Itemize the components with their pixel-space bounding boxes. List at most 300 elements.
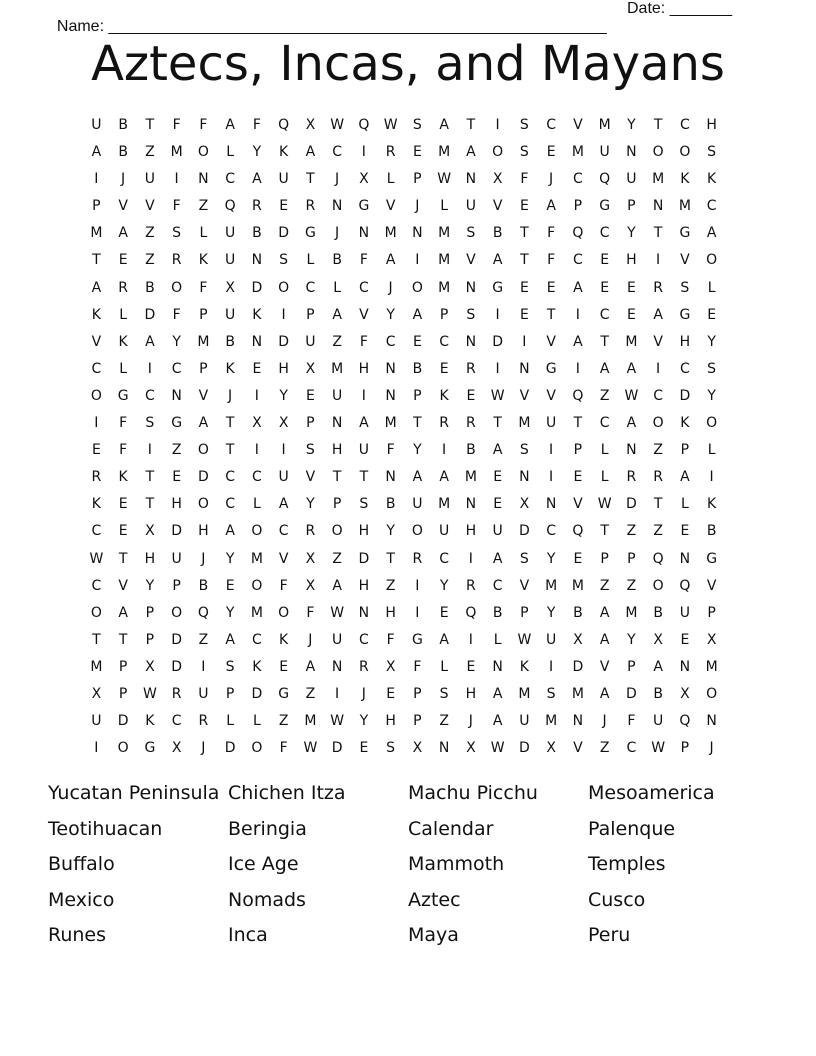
- grid-letter[interactable]: F: [359, 252, 368, 269]
- grid-letter[interactable]: W: [330, 604, 345, 621]
- grid-letter[interactable]: U: [439, 523, 450, 540]
- grid-letter[interactable]: V: [492, 198, 503, 215]
- grid-letter[interactable]: P: [199, 306, 208, 323]
- grid-letter[interactable]: O: [197, 144, 209, 161]
- grid-letter[interactable]: V: [91, 333, 102, 350]
- grid-letter[interactable]: I: [468, 550, 473, 567]
- grid-letter[interactable]: A: [225, 523, 235, 540]
- grid-letter[interactable]: F: [386, 442, 395, 459]
- grid-letter[interactable]: U: [653, 713, 664, 730]
- grid-letter[interactable]: N: [519, 360, 530, 377]
- grid-letter[interactable]: I: [549, 469, 554, 486]
- grid-letter[interactable]: X: [305, 117, 316, 133]
- grid-letter[interactable]: R: [466, 415, 476, 432]
- grid-letter[interactable]: F: [119, 415, 128, 432]
- grid-letter[interactable]: H: [358, 360, 370, 377]
- grid-letter[interactable]: T: [520, 225, 529, 242]
- grid-letter[interactable]: I: [495, 360, 500, 377]
- grid-letter[interactable]: J: [121, 171, 126, 188]
- grid-letter[interactable]: A: [492, 685, 503, 702]
- grid-letter[interactable]: U: [679, 604, 690, 621]
- grid-letter[interactable]: D: [117, 713, 129, 730]
- grid-letter[interactable]: I: [147, 360, 152, 377]
- grid-letter[interactable]: O: [171, 604, 183, 621]
- grid-letter[interactable]: F: [199, 117, 208, 133]
- grid-letter[interactable]: F: [306, 604, 315, 621]
- grid-letter[interactable]: I: [549, 442, 554, 459]
- grid-letter[interactable]: T: [600, 523, 609, 540]
- grid-letter[interactable]: B: [145, 279, 155, 296]
- grid-letter[interactable]: X: [573, 631, 583, 648]
- grid-letter[interactable]: B: [492, 225, 503, 242]
- grid-letter[interactable]: U: [599, 144, 610, 161]
- grid-letter[interactable]: X: [252, 415, 262, 432]
- grid-letter[interactable]: M: [518, 685, 531, 702]
- grid-letter[interactable]: B: [412, 360, 423, 377]
- grid-letter[interactable]: C: [332, 144, 343, 161]
- grid-letter[interactable]: Y: [252, 144, 262, 161]
- grid-letter[interactable]: W: [330, 713, 345, 730]
- grid-letter[interactable]: J: [415, 198, 420, 215]
- grid-letter[interactable]: V: [519, 577, 530, 594]
- grid-letter[interactable]: A: [278, 496, 289, 513]
- grid-letter[interactable]: Y: [627, 117, 636, 133]
- grid-letter[interactable]: A: [118, 225, 128, 242]
- grid-letter[interactable]: E: [386, 685, 396, 702]
- grid-letter[interactable]: C: [91, 523, 102, 540]
- grid-letter[interactable]: I: [361, 144, 366, 161]
- grid-letter[interactable]: U: [278, 469, 289, 486]
- grid-letter[interactable]: L: [440, 658, 449, 675]
- grid-letter[interactable]: K: [252, 658, 262, 675]
- grid-letter[interactable]: R: [91, 469, 102, 486]
- grid-letter[interactable]: M: [304, 713, 317, 730]
- grid-letter[interactable]: E: [412, 144, 422, 161]
- grid-letter[interactable]: V: [706, 577, 717, 594]
- grid-letter[interactable]: Z: [332, 550, 342, 567]
- grid-letter[interactable]: E: [225, 577, 235, 594]
- grid-letter[interactable]: H: [171, 496, 182, 513]
- grid-letter[interactable]: D: [251, 685, 263, 702]
- grid-letter[interactable]: P: [118, 658, 128, 675]
- grid-letter[interactable]: N: [198, 171, 209, 188]
- grid-letter[interactable]: I: [575, 306, 580, 323]
- grid-letter[interactable]: X: [305, 577, 316, 594]
- grid-letter[interactable]: M: [438, 144, 451, 161]
- grid-letter[interactable]: X: [412, 740, 423, 757]
- grid-letter[interactable]: A: [412, 306, 423, 323]
- grid-letter[interactable]: W: [624, 387, 639, 404]
- grid-letter[interactable]: T: [332, 469, 342, 486]
- grid-letter[interactable]: E: [519, 306, 529, 323]
- grid-letter[interactable]: O: [492, 144, 504, 161]
- grid-letter[interactable]: V: [573, 496, 583, 513]
- grid-letter[interactable]: X: [492, 171, 503, 188]
- grid-letter[interactable]: U: [412, 496, 423, 513]
- grid-letter[interactable]: V: [198, 387, 209, 404]
- grid-letter[interactable]: E: [118, 496, 128, 513]
- grid-letter[interactable]: I: [468, 631, 473, 648]
- grid-letter[interactable]: L: [226, 144, 235, 161]
- grid-letter[interactable]: X: [653, 631, 663, 648]
- grid-letter[interactable]: E: [118, 523, 128, 540]
- grid-letter[interactable]: I: [415, 604, 420, 621]
- grid-letter[interactable]: E: [680, 631, 690, 648]
- grid-letter[interactable]: C: [385, 333, 396, 350]
- grid-letter[interactable]: Z: [385, 577, 396, 594]
- grid-letter[interactable]: J: [201, 740, 206, 757]
- grid-letter[interactable]: V: [599, 658, 610, 675]
- grid-letter[interactable]: U: [465, 198, 476, 215]
- grid-letter[interactable]: T: [145, 469, 155, 486]
- grid-letter[interactable]: P: [413, 387, 422, 404]
- grid-letter[interactable]: Y: [386, 523, 395, 540]
- grid-letter[interactable]: C: [91, 577, 102, 594]
- grid-letter[interactable]: M: [90, 225, 103, 242]
- grid-letter[interactable]: E: [91, 442, 101, 459]
- grid-letter[interactable]: F: [547, 225, 556, 242]
- grid-letter[interactable]: R: [252, 198, 262, 215]
- grid-letter[interactable]: E: [118, 252, 128, 269]
- grid-letter[interactable]: K: [91, 496, 101, 513]
- grid-letter[interactable]: A: [118, 604, 128, 621]
- grid-letter[interactable]: F: [172, 117, 181, 133]
- grid-letter[interactable]: B: [118, 144, 128, 161]
- grid-letter[interactable]: X: [305, 550, 316, 567]
- grid-letter[interactable]: Y: [546, 604, 556, 621]
- grid-letter[interactable]: C: [679, 360, 690, 377]
- grid-letter[interactable]: L: [119, 360, 128, 377]
- grid-letter[interactable]: N: [465, 171, 477, 188]
- grid-letter[interactable]: B: [118, 117, 128, 133]
- grid-letter[interactable]: A: [492, 550, 503, 567]
- grid-letter[interactable]: M: [678, 198, 691, 215]
- grid-letter[interactable]: I: [656, 252, 661, 269]
- grid-letter[interactable]: V: [466, 252, 476, 269]
- grid-letter[interactable]: R: [466, 360, 476, 377]
- grid-letter[interactable]: N: [358, 225, 370, 242]
- grid-letter[interactable]: E: [626, 279, 636, 296]
- grid-letter[interactable]: D: [171, 631, 183, 648]
- grid-letter[interactable]: N: [358, 604, 370, 621]
- grid-letter[interactable]: C: [225, 496, 236, 513]
- grid-letter[interactable]: L: [199, 225, 208, 242]
- grid-letter[interactable]: O: [652, 415, 664, 432]
- grid-letter[interactable]: P: [145, 604, 155, 621]
- grid-letter[interactable]: N: [465, 279, 477, 296]
- grid-letter[interactable]: S: [546, 685, 556, 702]
- grid-letter[interactable]: X: [546, 740, 556, 757]
- grid-letter[interactable]: J: [361, 685, 366, 702]
- grid-letter[interactable]: Q: [278, 117, 290, 133]
- grid-letter[interactable]: N: [251, 333, 263, 350]
- grid-letter[interactable]: X: [305, 360, 316, 377]
- grid-letter[interactable]: I: [442, 442, 447, 459]
- grid-letter[interactable]: D: [171, 523, 183, 540]
- grid-letter[interactable]: L: [226, 713, 235, 730]
- grid-letter[interactable]: M: [197, 333, 210, 350]
- grid-letter[interactable]: D: [197, 469, 209, 486]
- grid-letter[interactable]: F: [252, 117, 261, 133]
- grid-letter[interactable]: A: [439, 631, 449, 648]
- grid-letter[interactable]: Y: [359, 713, 369, 730]
- grid-letter[interactable]: H: [331, 442, 343, 459]
- grid-letter[interactable]: S: [386, 740, 396, 757]
- grid-letter[interactable]: A: [385, 252, 396, 269]
- grid-letter[interactable]: C: [225, 469, 236, 486]
- grid-letter[interactable]: W: [490, 387, 505, 404]
- grid-letter[interactable]: L: [493, 631, 502, 648]
- grid-letter[interactable]: Z: [599, 387, 610, 404]
- grid-letter[interactable]: I: [549, 658, 554, 675]
- grid-letter[interactable]: N: [519, 469, 530, 486]
- grid-letter[interactable]: M: [652, 171, 665, 188]
- grid-letter[interactable]: A: [225, 117, 235, 133]
- grid-letter[interactable]: H: [465, 685, 477, 702]
- grid-letter[interactable]: A: [439, 469, 449, 486]
- grid-letter[interactable]: C: [171, 713, 182, 730]
- grid-letter[interactable]: E: [412, 333, 422, 350]
- grid-letter[interactable]: H: [358, 523, 370, 540]
- grid-letter[interactable]: W: [651, 740, 666, 757]
- grid-letter[interactable]: B: [225, 333, 235, 350]
- grid-letter[interactable]: A: [492, 713, 503, 730]
- grid-letter[interactable]: P: [627, 658, 636, 675]
- grid-letter[interactable]: Z: [599, 577, 610, 594]
- grid-letter[interactable]: H: [198, 523, 209, 540]
- grid-letter[interactable]: E: [279, 198, 289, 215]
- grid-letter[interactable]: I: [281, 442, 286, 459]
- grid-letter[interactable]: L: [119, 306, 128, 323]
- grid-letter[interactable]: E: [305, 387, 315, 404]
- grid-letter[interactable]: N: [626, 144, 637, 161]
- grid-letter[interactable]: G: [411, 631, 423, 648]
- grid-letter[interactable]: E: [707, 306, 717, 323]
- grid-letter[interactable]: O: [652, 144, 664, 161]
- grid-letter[interactable]: M: [571, 144, 584, 161]
- grid-letter[interactable]: Q: [572, 225, 584, 242]
- grid-letter[interactable]: I: [94, 415, 99, 432]
- grid-letter[interactable]: C: [546, 523, 557, 540]
- grid-letter[interactable]: T: [225, 415, 235, 432]
- grid-letter[interactable]: A: [653, 306, 663, 323]
- grid-letter[interactable]: C: [251, 631, 262, 648]
- grid-letter[interactable]: B: [706, 523, 717, 540]
- grid-letter[interactable]: N: [492, 658, 503, 675]
- grid-letter[interactable]: T: [493, 415, 502, 432]
- grid-letter[interactable]: Y: [279, 387, 288, 404]
- grid-letter[interactable]: J: [468, 713, 473, 730]
- grid-letter[interactable]: W: [330, 117, 345, 133]
- grid-letter[interactable]: P: [680, 442, 690, 459]
- grid-letter[interactable]: T: [92, 631, 101, 648]
- grid-letter[interactable]: V: [278, 550, 289, 567]
- grid-letter[interactable]: M: [384, 415, 397, 432]
- grid-letter[interactable]: S: [466, 225, 476, 242]
- grid-letter[interactable]: N: [412, 225, 423, 242]
- grid-letter[interactable]: C: [599, 225, 610, 242]
- grid-letter[interactable]: U: [546, 631, 557, 648]
- grid-letter[interactable]: S: [439, 685, 449, 702]
- grid-letter[interactable]: O: [251, 523, 263, 540]
- grid-letter[interactable]: D: [492, 333, 504, 350]
- grid-letter[interactable]: N: [331, 415, 343, 432]
- grid-letter[interactable]: H: [358, 577, 370, 594]
- grid-letter[interactable]: U: [91, 713, 102, 730]
- grid-letter[interactable]: T: [413, 415, 422, 432]
- grid-letter[interactable]: X: [278, 415, 289, 432]
- grid-letter[interactable]: N: [385, 469, 396, 486]
- grid-letter[interactable]: E: [439, 360, 449, 377]
- grid-letter[interactable]: C: [572, 171, 583, 188]
- grid-letter[interactable]: Z: [145, 144, 155, 161]
- grid-letter[interactable]: K: [279, 631, 289, 648]
- grid-letter[interactable]: H: [706, 117, 717, 133]
- grid-letter[interactable]: U: [225, 225, 236, 242]
- grid-letter[interactable]: E: [466, 658, 476, 675]
- grid-letter[interactable]: N: [385, 360, 396, 377]
- grid-letter[interactable]: S: [145, 415, 155, 432]
- grid-letter[interactable]: P: [413, 685, 422, 702]
- grid-letter[interactable]: U: [626, 171, 637, 188]
- grid-letter[interactable]: N: [626, 442, 637, 459]
- grid-letter[interactable]: L: [707, 279, 716, 296]
- grid-letter[interactable]: F: [386, 631, 395, 648]
- grid-letter[interactable]: A: [653, 658, 663, 675]
- grid-letter[interactable]: E: [439, 604, 449, 621]
- grid-letter[interactable]: A: [252, 171, 262, 188]
- grid-letter[interactable]: I: [94, 171, 99, 188]
- grid-letter[interactable]: D: [625, 496, 637, 513]
- grid-letter[interactable]: H: [385, 713, 396, 730]
- grid-letter[interactable]: P: [600, 550, 609, 567]
- grid-letter[interactable]: G: [492, 279, 504, 296]
- grid-letter[interactable]: B: [385, 496, 396, 513]
- grid-letter[interactable]: R: [653, 469, 663, 486]
- grid-letter[interactable]: U: [91, 117, 102, 133]
- grid-letter[interactable]: M: [625, 604, 638, 621]
- grid-letter[interactable]: E: [680, 523, 690, 540]
- grid-letter[interactable]: Z: [626, 577, 637, 594]
- grid-letter[interactable]: I: [254, 442, 259, 459]
- grid-letter[interactable]: R: [385, 144, 396, 161]
- grid-letter[interactable]: P: [306, 306, 315, 323]
- grid-letter[interactable]: I: [415, 577, 420, 594]
- grid-letter[interactable]: Z: [599, 740, 610, 757]
- grid-letter[interactable]: X: [680, 685, 690, 702]
- grid-letter[interactable]: M: [250, 550, 263, 567]
- grid-letter[interactable]: A: [573, 333, 583, 350]
- grid-letter[interactable]: Y: [172, 333, 181, 350]
- grid-letter[interactable]: A: [626, 360, 637, 377]
- grid-letter[interactable]: D: [251, 279, 263, 296]
- grid-letter[interactable]: M: [571, 577, 584, 594]
- grid-letter[interactable]: G: [358, 198, 370, 215]
- grid-letter[interactable]: U: [358, 442, 369, 459]
- grid-letter[interactable]: I: [656, 360, 661, 377]
- grid-letter[interactable]: E: [493, 496, 503, 513]
- grid-letter[interactable]: N: [545, 496, 557, 513]
- grid-letter[interactable]: O: [706, 685, 718, 702]
- grid-letter[interactable]: C: [251, 469, 262, 486]
- grid-letter[interactable]: W: [89, 550, 104, 567]
- grid-letter[interactable]: A: [492, 442, 503, 459]
- grid-letter[interactable]: S: [680, 279, 690, 296]
- grid-letter[interactable]: M: [545, 713, 558, 730]
- grid-letter[interactable]: N: [465, 333, 477, 350]
- grid-letter[interactable]: R: [359, 658, 369, 675]
- grid-letter[interactable]: N: [251, 252, 263, 269]
- grid-letter[interactable]: I: [174, 171, 179, 188]
- grid-letter[interactable]: G: [545, 360, 557, 377]
- grid-letter[interactable]: M: [250, 604, 263, 621]
- grid-letter[interactable]: Y: [413, 442, 422, 459]
- grid-letter[interactable]: L: [306, 252, 315, 269]
- grid-letter[interactable]: A: [225, 631, 235, 648]
- grid-letter[interactable]: T: [466, 117, 476, 133]
- grid-letter[interactable]: A: [91, 144, 102, 161]
- grid-letter[interactable]: Z: [626, 523, 637, 540]
- grid-letter[interactable]: S: [279, 252, 289, 269]
- grid-letter[interactable]: E: [546, 279, 556, 296]
- grid-letter[interactable]: A: [626, 415, 637, 432]
- grid-letter[interactable]: F: [413, 658, 422, 675]
- grid-letter[interactable]: A: [599, 604, 610, 621]
- grid-letter[interactable]: A: [599, 631, 610, 648]
- grid-letter[interactable]: T: [118, 550, 128, 567]
- grid-letter[interactable]: R: [305, 198, 316, 215]
- grid-letter[interactable]: Y: [627, 631, 636, 648]
- grid-letter[interactable]: P: [413, 713, 422, 730]
- grid-letter[interactable]: A: [439, 117, 449, 133]
- grid-letter[interactable]: S: [172, 225, 182, 242]
- grid-letter[interactable]: U: [332, 387, 343, 404]
- grid-letter[interactable]: U: [198, 685, 209, 702]
- grid-letter[interactable]: U: [519, 713, 530, 730]
- grid-letter[interactable]: R: [171, 685, 182, 702]
- grid-letter[interactable]: M: [438, 225, 451, 242]
- grid-letter[interactable]: A: [305, 658, 316, 675]
- grid-letter[interactable]: Z: [653, 442, 663, 459]
- grid-letter[interactable]: R: [626, 469, 637, 486]
- grid-letter[interactable]: I: [281, 306, 286, 323]
- grid-letter[interactable]: N: [171, 387, 182, 404]
- grid-letter[interactable]: I: [147, 442, 152, 459]
- grid-letter[interactable]: Q: [572, 523, 584, 540]
- grid-letter[interactable]: C: [679, 117, 690, 133]
- grid-letter[interactable]: I: [495, 117, 500, 133]
- grid-letter[interactable]: J: [335, 225, 340, 242]
- grid-letter[interactable]: N: [572, 713, 584, 730]
- name-field[interactable]: Name: ________________________________________________________: [56, 18, 607, 35]
- grid-letter[interactable]: C: [599, 306, 610, 323]
- grid-letter[interactable]: U: [225, 252, 236, 269]
- grid-letter[interactable]: O: [197, 496, 209, 513]
- grid-letter[interactable]: T: [573, 415, 583, 432]
- grid-letter[interactable]: P: [306, 415, 315, 432]
- grid-letter[interactable]: K: [680, 415, 690, 432]
- grid-letter[interactable]: N: [652, 198, 664, 215]
- grid-letter[interactable]: C: [492, 577, 503, 594]
- grid-letter[interactable]: S: [707, 144, 717, 161]
- grid-letter[interactable]: V: [359, 306, 369, 323]
- grid-letter[interactable]: X: [91, 685, 102, 702]
- grid-letter[interactable]: N: [438, 740, 450, 757]
- grid-letter[interactable]: I: [335, 685, 340, 702]
- grid-letter[interactable]: D: [518, 740, 530, 757]
- grid-letter[interactable]: P: [573, 198, 583, 215]
- grid-letter[interactable]: A: [599, 360, 610, 377]
